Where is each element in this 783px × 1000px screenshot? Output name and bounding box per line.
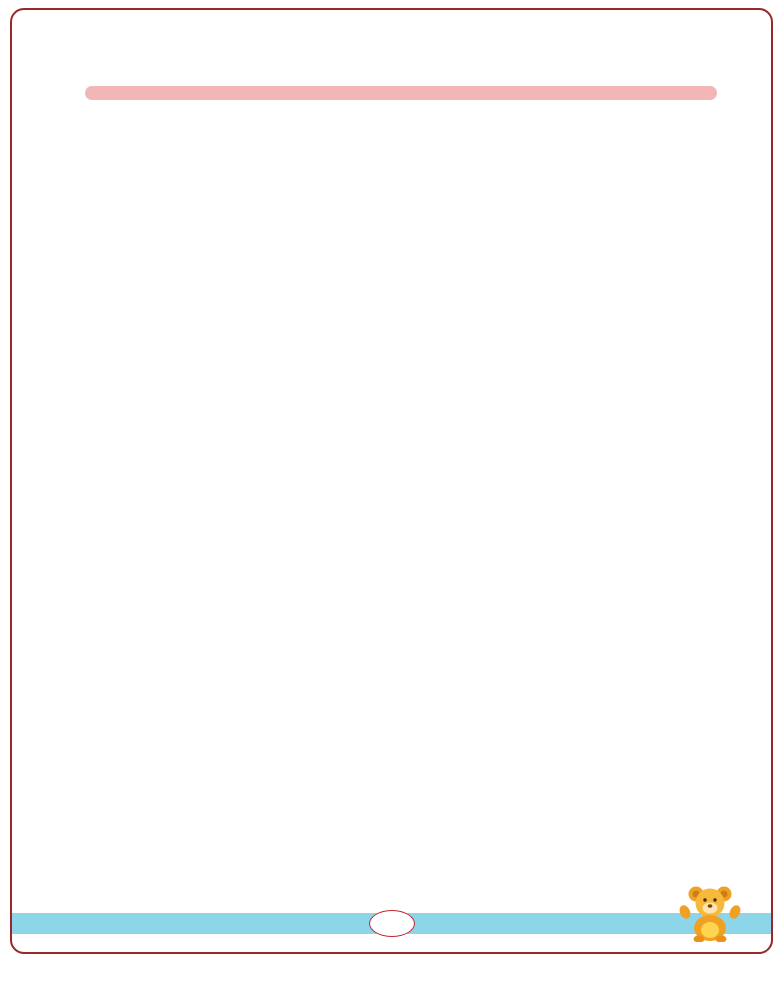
page-border-frame — [10, 8, 773, 954]
teddy-bear-image — [679, 882, 741, 942]
page-content — [65, 58, 715, 112]
page-number-badge — [369, 910, 415, 937]
conjunction-phrase-box — [85, 86, 717, 100]
